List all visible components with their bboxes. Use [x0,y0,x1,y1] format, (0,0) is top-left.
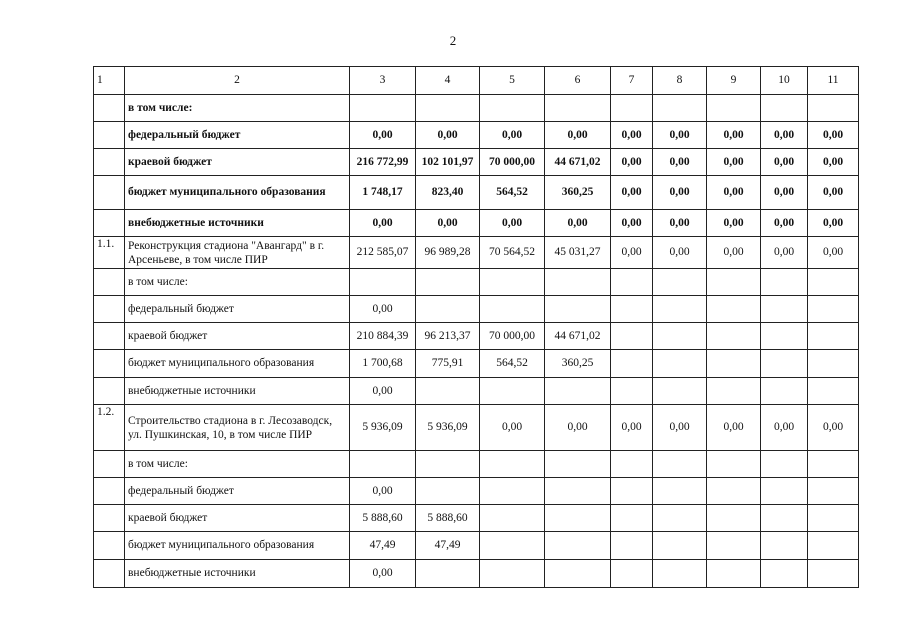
value-cell [611,95,653,122]
row-description-cell: в том числе: [125,95,350,122]
value-cell [611,478,653,505]
row-description-cell: бюджет муниципального образования [125,176,350,210]
value-cell: 70 000,00 [480,149,545,176]
value-cell [611,451,653,478]
row-index-cell [94,176,125,210]
value-cell [707,478,761,505]
value-cell: 0,00 [350,560,416,588]
value-cell: 1 700,68 [350,350,416,378]
row-description-cell: внебюджетные источники [125,378,350,405]
value-cell: 0,00 [707,149,761,176]
row-description-cell: внебюджетные источники [125,210,350,237]
row-index-cell [94,323,125,350]
value-cell [808,505,859,532]
value-cell [350,95,416,122]
row-index-cell [94,149,125,176]
column-header: 6 [545,67,611,95]
row-description-cell: федеральный бюджет [125,296,350,323]
value-cell [653,532,707,560]
value-cell [545,95,611,122]
value-cell [761,378,808,405]
value-cell: 0,00 [808,122,859,149]
value-cell [808,451,859,478]
value-cell [416,95,480,122]
value-cell: 0,00 [416,210,480,237]
value-cell: 775,91 [416,350,480,378]
value-cell [761,296,808,323]
column-header: 4 [416,67,480,95]
value-cell [480,95,545,122]
value-cell [707,95,761,122]
value-cell [350,451,416,478]
row-description-cell: краевой бюджет [125,505,350,532]
value-cell: 5 888,60 [416,505,480,532]
value-cell: 45 031,27 [545,237,611,269]
table-row [94,237,859,269]
value-cell: 0,00 [761,405,808,451]
row-index-cell [94,95,125,122]
column-header: 10 [761,67,808,95]
table-row [94,451,859,478]
page-number: 2 [449,33,457,48]
value-cell: 0,00 [808,405,859,451]
table-row [94,532,859,560]
value-cell [808,532,859,560]
value-cell: 360,25 [545,350,611,378]
value-cell: 0,00 [761,176,808,210]
row-index-cell [94,210,125,237]
header-row [94,67,859,95]
value-cell: 0,00 [653,237,707,269]
value-cell [808,560,859,588]
value-cell: 0,00 [350,378,416,405]
value-cell: 44 671,02 [545,323,611,350]
value-cell [808,350,859,378]
row-description-cell: в том числе: [125,269,350,296]
value-cell: 5 936,09 [350,405,416,451]
value-cell: 210 884,39 [350,323,416,350]
value-cell: 0,00 [480,405,545,451]
row-index-cell [94,478,125,505]
value-cell [653,95,707,122]
value-cell: 823,40 [416,176,480,210]
value-cell [808,378,859,405]
row-index-cell [94,296,125,323]
table-row [94,296,859,323]
value-cell: 0,00 [416,122,480,149]
row-index-cell [94,122,125,149]
value-cell [761,532,808,560]
table-row [94,478,859,505]
value-cell [480,532,545,560]
column-header: 9 [707,67,761,95]
column-header: 1 [94,67,125,95]
value-cell: 0,00 [350,210,416,237]
row-description-cell: краевой бюджет [125,323,350,350]
row-index-cell [94,560,125,588]
value-cell: 212 585,07 [350,237,416,269]
table-row [94,149,859,176]
value-cell [480,478,545,505]
table-row [94,378,859,405]
value-cell [653,451,707,478]
value-cell: 216 772,99 [350,149,416,176]
value-cell [611,350,653,378]
value-cell: 564,52 [480,176,545,210]
value-cell [611,323,653,350]
row-index-cell [94,378,125,405]
value-cell: 0,00 [350,122,416,149]
value-cell: 0,00 [707,210,761,237]
table-row [94,176,859,210]
value-cell [653,323,707,350]
value-cell [480,269,545,296]
value-cell [611,378,653,405]
value-cell [611,505,653,532]
value-cell: 0,00 [545,122,611,149]
value-cell: 0,00 [707,237,761,269]
row-index-cell [94,269,125,296]
table-row [94,95,859,122]
value-cell: 0,00 [761,122,808,149]
value-cell: 47,49 [350,532,416,560]
row-index-cell: 1.2. [94,405,125,451]
value-cell [350,269,416,296]
value-cell [611,560,653,588]
value-cell [545,532,611,560]
row-description-cell: краевой бюджет [125,149,350,176]
value-cell: 0,00 [707,122,761,149]
value-cell [761,350,808,378]
value-cell: 0,00 [653,210,707,237]
value-cell: 70 564,52 [480,237,545,269]
value-cell [545,478,611,505]
value-cell: 0,00 [653,176,707,210]
value-cell [416,478,480,505]
row-index-cell [94,532,125,560]
value-cell: 0,00 [611,176,653,210]
value-cell: 0,00 [545,405,611,451]
table-row [94,269,859,296]
value-cell [761,269,808,296]
value-cell [808,296,859,323]
value-cell: 0,00 [350,478,416,505]
value-cell: 0,00 [761,237,808,269]
value-cell [545,269,611,296]
value-cell: 0,00 [611,149,653,176]
row-description-cell: бюджет муниципального образования [125,350,350,378]
row-description-cell: бюджет муниципального образования [125,532,350,560]
value-cell [416,560,480,588]
value-cell [480,505,545,532]
table-row [94,323,859,350]
value-cell: 5 888,60 [350,505,416,532]
value-cell [480,296,545,323]
value-cell: 0,00 [480,122,545,149]
value-cell: 47,49 [416,532,480,560]
value-cell: 0,00 [611,122,653,149]
value-cell: 96 989,28 [416,237,480,269]
column-header: 3 [350,67,416,95]
value-cell [611,269,653,296]
value-cell: 0,00 [808,176,859,210]
column-header: 11 [808,67,859,95]
column-header: 5 [480,67,545,95]
value-cell [707,505,761,532]
value-cell: 0,00 [480,210,545,237]
row-index-cell: 1.1. [94,237,125,269]
value-cell [707,269,761,296]
value-cell [653,505,707,532]
value-cell [611,296,653,323]
row-index-cell [94,350,125,378]
table-row [94,405,859,451]
table-row [94,560,859,588]
value-cell: 360,25 [545,176,611,210]
value-cell [707,350,761,378]
value-cell: 96 213,37 [416,323,480,350]
value-cell [653,378,707,405]
value-cell [653,269,707,296]
column-header: 8 [653,67,707,95]
value-cell [480,378,545,405]
value-cell: 0,00 [611,210,653,237]
value-cell [653,296,707,323]
value-cell: 0,00 [808,149,859,176]
value-cell [761,451,808,478]
value-cell [653,478,707,505]
value-cell [545,505,611,532]
value-cell [707,560,761,588]
row-description-cell: Строительство стадиона в г. Лесозаводск, ул. Пушкинская, 10, в том числе ПИР [125,405,350,451]
value-cell [545,296,611,323]
value-cell [707,378,761,405]
row-description-cell: федеральный бюджет [125,122,350,149]
value-cell: 0,00 [707,176,761,210]
value-cell: 0,00 [653,405,707,451]
value-cell: 0,00 [761,149,808,176]
value-cell [480,560,545,588]
value-cell [545,451,611,478]
value-cell [707,532,761,560]
value-cell [707,296,761,323]
value-cell [808,95,859,122]
value-cell [761,323,808,350]
value-cell [761,505,808,532]
value-cell [761,95,808,122]
row-index-cell [94,451,125,478]
value-cell [707,451,761,478]
value-cell: 0,00 [611,405,653,451]
value-cell: 0,00 [545,210,611,237]
value-cell [416,451,480,478]
value-cell: 564,52 [480,350,545,378]
value-cell [416,296,480,323]
value-cell [416,378,480,405]
row-description-cell: в том числе: [125,451,350,478]
value-cell [416,269,480,296]
value-cell: 0,00 [350,296,416,323]
table-body [94,67,859,588]
row-description-cell: внебюджетные источники [125,560,350,588]
value-cell [808,478,859,505]
value-cell [545,378,611,405]
value-cell: 0,00 [611,237,653,269]
table-row [94,210,859,237]
value-cell [653,560,707,588]
row-description-cell: Реконструкция стадиона "Авангард" в г. Арсеньеве, в том числе ПИР [125,237,350,269]
budget-table [93,66,859,588]
row-index-cell [94,505,125,532]
value-cell: 102 101,97 [416,149,480,176]
column-header: 7 [611,67,653,95]
value-cell: 0,00 [653,149,707,176]
table-row [94,122,859,149]
value-cell: 1 748,17 [350,176,416,210]
value-cell: 44 671,02 [545,149,611,176]
value-cell: 0,00 [808,210,859,237]
value-cell: 0,00 [808,237,859,269]
value-cell [545,560,611,588]
value-cell [653,350,707,378]
value-cell: 0,00 [707,405,761,451]
value-cell: 70 000,00 [480,323,545,350]
value-cell [808,269,859,296]
column-header: 2 [125,67,350,95]
value-cell [707,323,761,350]
value-cell [761,560,808,588]
value-cell [480,451,545,478]
value-cell [808,323,859,350]
row-description-cell: федеральный бюджет [125,478,350,505]
value-cell: 0,00 [653,122,707,149]
value-cell: 5 936,09 [416,405,480,451]
value-cell: 0,00 [761,210,808,237]
value-cell [761,478,808,505]
table-row [94,350,859,378]
value-cell [611,532,653,560]
table-row [94,505,859,532]
